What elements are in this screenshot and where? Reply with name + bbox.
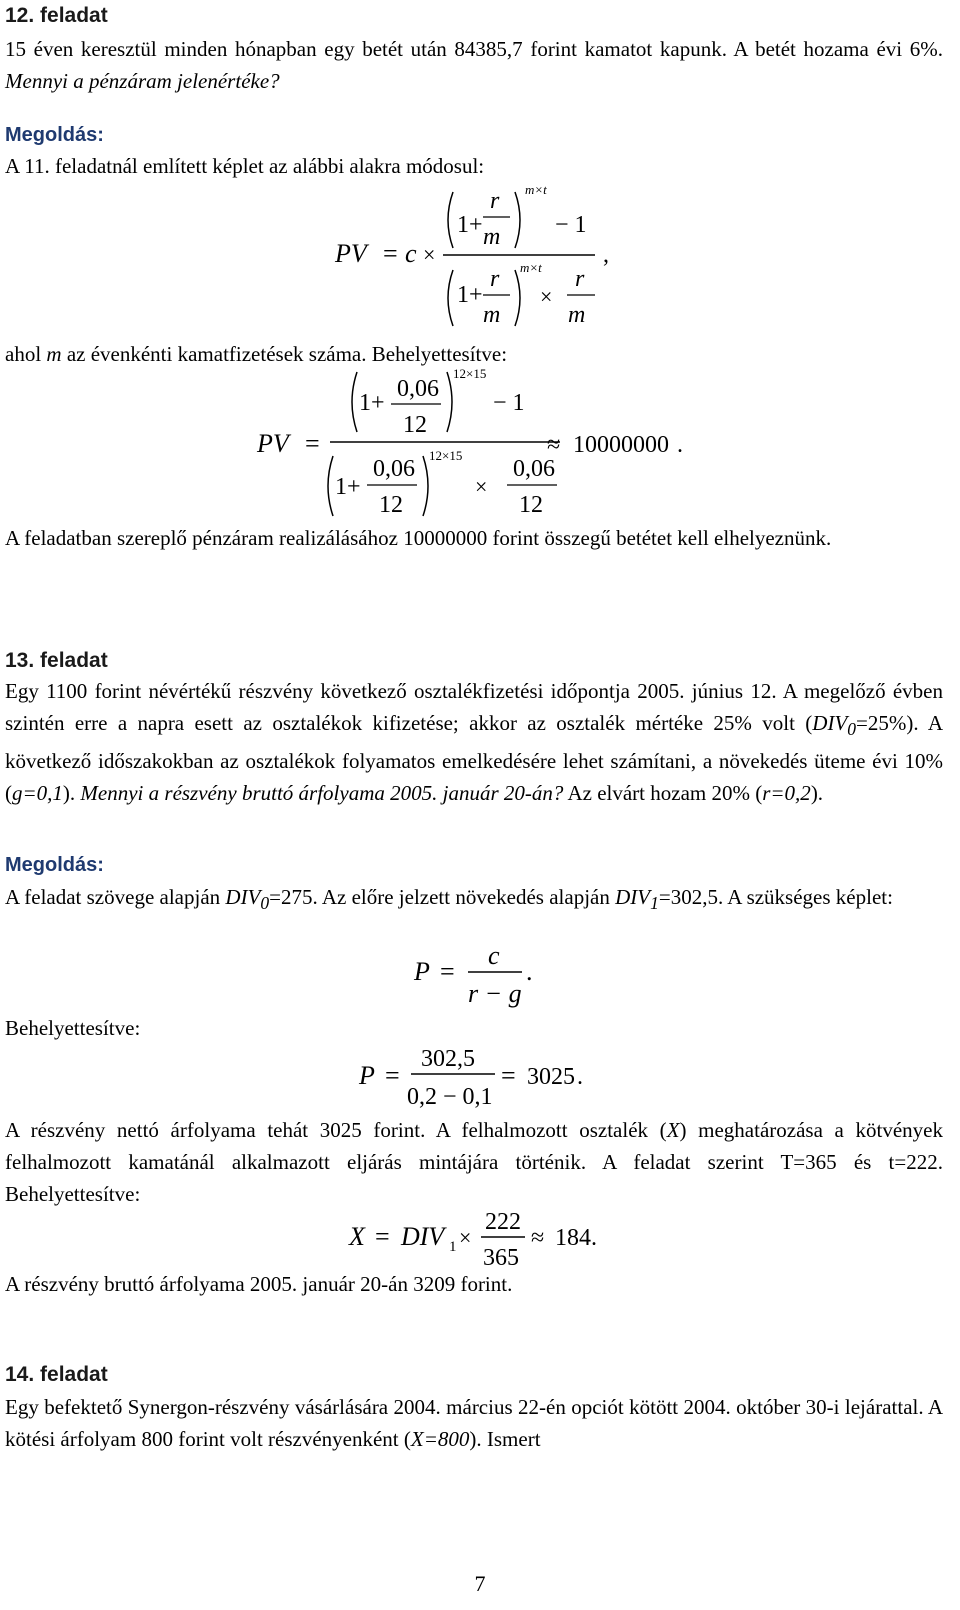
svg-text:r − g: r − g (468, 979, 522, 1008)
svg-text:0,06: 0,06 (513, 456, 555, 482)
svg-text:.: . (591, 1225, 597, 1251)
svg-text:0,06: 0,06 (373, 456, 415, 482)
svg-text:DIV: DIV (401, 1222, 445, 1251)
task12-intro: A 11. feladatnál említett képlet az alábbi alakra módosul: (5, 154, 485, 178)
svg-text:,: , (603, 242, 609, 268)
svg-text:− 1: − 1 (555, 212, 587, 238)
task13-solution-text: A feladat szövege alapján $DIV_0=275$. Az előre jelzett növekedés alapján $DIV_1=302,5$. A szükséges képlet: (5, 885, 893, 914)
svg-text:×: × (475, 474, 488, 499)
svg-text:12×15: 12×15 (429, 448, 463, 463)
svg-text:12: 12 (403, 412, 427, 438)
svg-text:×: × (540, 284, 553, 309)
svg-text:12×15: 12×15 (453, 366, 487, 381)
svg-text:=: = (440, 957, 455, 986)
svg-text:=: = (501, 1061, 516, 1090)
svg-text:c: c (488, 941, 500, 970)
price-substituted-formula (355, 1040, 615, 1120)
svg-text:≈: ≈ (547, 432, 561, 458)
svg-text:0,06: 0,06 (397, 376, 439, 402)
svg-text:.: . (677, 432, 683, 458)
svg-text:c: c (405, 239, 417, 268)
svg-text:=: = (385, 1061, 400, 1090)
svg-text:m×t: m×t (525, 182, 547, 197)
svg-text:1: 1 (449, 1239, 457, 1255)
pv-substituted-formula (255, 364, 695, 522)
svg-text:=: = (305, 429, 320, 458)
task12-conclusion: A feladatban szereplő pénzáram realizálásához 10000000 forint összegű betétet kell elhelyeznünk. (5, 526, 832, 550)
svg-text:×: × (459, 1225, 472, 1250)
page-number: 7 (474, 1571, 486, 1596)
svg-text:3025: 3025 (527, 1064, 575, 1090)
svg-text:≈: ≈ (531, 1225, 545, 1251)
svg-text:0,2 − 0,1: 0,2 − 0,1 (407, 1084, 493, 1110)
task12-solution-label: Megoldás: (5, 124, 104, 146)
svg-text:302,5: 302,5 (421, 1046, 475, 1072)
svg-text:12: 12 (519, 492, 543, 518)
task12-note: ahol m az évenkénti kamatfizetések száma. Behelyettesítve: (5, 342, 508, 366)
svg-text:− 1: − 1 (493, 390, 525, 416)
svg-text:m×t: m×t (520, 260, 542, 275)
svg-text:1+: 1+ (457, 212, 483, 238)
task13-solution-label: Megoldás: (5, 854, 104, 876)
task14-text: Egy befektető Synergon-részvény vásárlására 2004. március 22-én opciót kötött 2004. október 30-i lejárattal. A kötési árfolyam 800 forint volt részvényenként (X=800). Ismert (5, 1395, 943, 1451)
svg-text:P: P (414, 957, 430, 986)
svg-text:1+: 1+ (335, 474, 361, 500)
task13-problem: Egy 1100 forint névértékű részvény következő osztalékfizetési időpontja 2005. június 12. A megelőző évben szintén erre a napra esett az osztalékok kifizetése; akkor az osztalék mértéke 25% volt $(DIV_0=25\%)$. A következő időszakokban az osztalékok folyamatos emelkedésére lehet számítani, a növekedés üteme évi 10% (g=0,1). Mennyi a részvény bruttó árfolyama 2005. január 20-án? Az elvárt hozam 20% (r=0,2). (5, 679, 943, 806)
task13-net-text: A részvény nettó árfolyama tehát 3025 forint. A felhalmozott osztalék (X) meghatározása a kötvények felhalmozott kamatánál alkalmazott eljárás mintájára történik. A feladat szerint T=365 és t=222. Behelyettesítve: (5, 1118, 943, 1206)
svg-text:.: . (526, 957, 533, 986)
svg-text:m: m (483, 224, 501, 250)
task13-behely: Behelyettesítve: (5, 1016, 141, 1040)
svg-text:PV: PV (257, 429, 289, 458)
svg-text:P: P (359, 1061, 375, 1090)
svg-text:r: r (490, 266, 500, 292)
svg-text:222: 222 (485, 1209, 521, 1235)
task12-heading: 12. feladat (5, 4, 108, 27)
svg-text:m: m (568, 302, 586, 328)
task13-heading: 13. feladat (5, 649, 108, 672)
svg-text:=: = (375, 1222, 390, 1251)
svg-text:PV: PV (335, 239, 367, 268)
svg-text:1+: 1+ (457, 282, 483, 308)
svg-text:X: X (349, 1222, 365, 1251)
svg-text:365: 365 (483, 1245, 519, 1271)
svg-text:r: r (575, 266, 585, 292)
svg-text:=: = (383, 239, 398, 268)
task14-heading: 14. feladat (5, 1363, 108, 1386)
task13-final: A részvény bruttó árfolyama 2005. január 20-án 3209 forint. (5, 1272, 513, 1296)
svg-text:10000000: 10000000 (573, 432, 669, 458)
svg-text:.: . (577, 1064, 583, 1090)
gordon-formula (410, 938, 550, 1018)
svg-text:184: 184 (555, 1225, 591, 1251)
svg-text:×: × (423, 242, 436, 267)
task12-problem: 15 éven keresztül minden hónapban egy betét után 84385,7 forint kamatot kapunk. A betét hozama évi 6%. Mennyi a pénzáram jelenértéke? (5, 37, 943, 93)
svg-text:r: r (490, 188, 500, 214)
pv-annuity-formula (325, 182, 625, 342)
svg-text:m: m (483, 302, 501, 328)
accrued-dividend-formula (345, 1205, 625, 1275)
svg-text:1+: 1+ (359, 390, 385, 416)
svg-text:12: 12 (379, 492, 403, 518)
